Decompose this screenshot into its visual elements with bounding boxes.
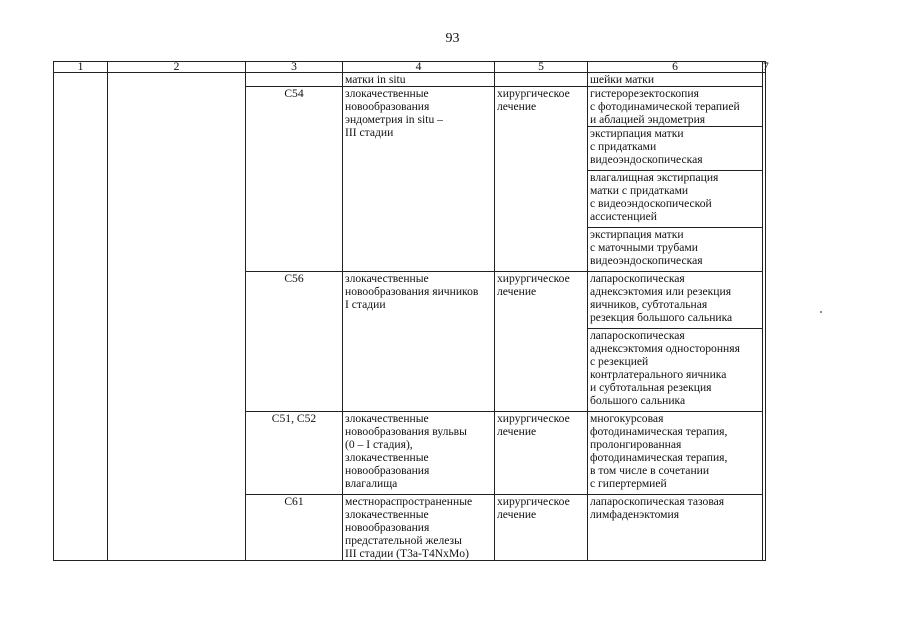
column-number: 2 bbox=[108, 62, 246, 73]
code-cell: C51, C52 bbox=[246, 412, 343, 495]
method-cell: влагалищная экстирпация матки с придатками с видеоэндоскопической ассистенцией bbox=[588, 171, 763, 228]
column-number: 4 bbox=[343, 62, 495, 73]
column-number: 7 bbox=[763, 60, 769, 73]
method-cell: шейки матки bbox=[588, 73, 763, 87]
treatment-cell: хирургическое лечение bbox=[495, 87, 588, 272]
column-7-cell bbox=[763, 73, 766, 561]
page-number: 93 bbox=[445, 31, 460, 46]
treatment-cell: хирургическое лечение bbox=[495, 495, 588, 561]
medical-procedures-table bbox=[53, 60, 769, 561]
code-cell: C56 bbox=[246, 272, 343, 412]
column-2-cell bbox=[108, 73, 246, 561]
code-cell: C54 bbox=[246, 87, 343, 272]
continuation-row bbox=[54, 73, 766, 87]
diagnosis-cell: местнораспространенные злокачественные новообразования предстательной железы III стадии (T3a-T4NxMo) bbox=[343, 495, 495, 561]
method-cell: экстирпация матки с придатками видеоэндоскопическая bbox=[588, 127, 763, 171]
column-1-cell bbox=[54, 73, 108, 561]
treatment-cell: хирургическое лечение bbox=[495, 272, 588, 412]
code-cell bbox=[246, 73, 343, 87]
column-number: 6 bbox=[588, 62, 763, 73]
diagnosis-cell: злокачественные новообразования вульвы (0 – I стадия), злокачественные новообразования влагалища bbox=[343, 412, 495, 495]
method-cell: гистерорезектоскопия с фотодинамической терапией и аблацией эндометрия bbox=[588, 87, 763, 127]
column-number: 5 bbox=[495, 62, 588, 73]
column-number-row bbox=[54, 62, 766, 73]
method-cell: лапароскопическая тазовая лимфаденэктомия bbox=[588, 495, 763, 561]
column-number: 3 bbox=[246, 62, 343, 73]
scan-speck bbox=[820, 311, 822, 313]
diagnosis-cell: злокачественные новообразования яичников I стадии bbox=[343, 272, 495, 412]
method-cell: экстирпация матки с маточными трубами видеоэндоскопическая bbox=[588, 228, 763, 272]
code-cell: C61 bbox=[246, 495, 343, 561]
method-cell: многокурсовая фотодинамическая терапия, пролонгированная фотодинамическая терапия, в том числе в сочетании с гипертермией bbox=[588, 412, 763, 495]
treatment-cell bbox=[495, 73, 588, 87]
column-number: 1 bbox=[54, 62, 108, 73]
diagnosis-cell: матки in situ bbox=[343, 73, 495, 87]
diagnosis-cell: злокачественные новообразования эндометрия in situ – III стадии bbox=[343, 87, 495, 272]
method-cell: лапароскопическая аднексэктомия односторонняя с резекцией контрлатерального яичника и субтотальная резекция большого сальника bbox=[588, 329, 763, 412]
method-cell: лапароскопическая аднексэктомия или резекция яичников, субтотальная резекция большого сальника bbox=[588, 272, 763, 329]
treatment-cell: хирургическое лечение bbox=[495, 412, 588, 495]
